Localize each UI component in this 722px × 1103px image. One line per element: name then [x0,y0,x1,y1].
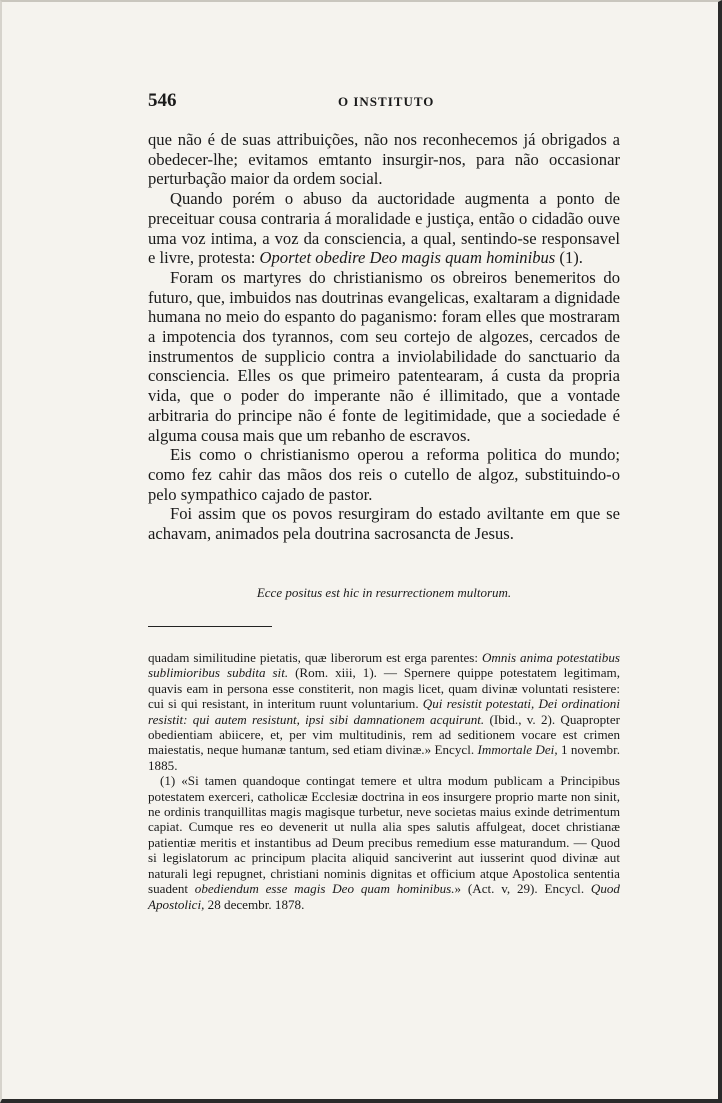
page-header [148,90,578,112]
fn1-text-c: (Rom. xiii, 1). — Spernere quippe potestatem legitimam, quavis eam in persona esse constiterit, non magis licet, quam divinæ voluntati resistere: cui si qui resistant, in interitum ruunt voluntarium. [148,665,621,712]
fn1-text-a: quadam similitudine pietatis, quæ liberorum est erga parentes: [148,650,482,665]
page-number: 546 [148,90,177,111]
fn2-text-a: (1) «Si tamen quandoque contingat temere et ultra modum publicam a Principibus potestatem exerceri, catholicæ Ecclesiæ doctrina in eos insurgere proprio marte non sinit, ne ordinis tranquillitas magis magisque turbetur, neve societas maius exinde detrimentum capiat. Cumque res eo devenerit ut nulla alia spes salutis affulgeat, docet christianæ patientiæ meritis et instantibus ad Deum precibus remedium esse maturandum. — Quod si legislatorum ac principum placita aliquid sanciverint aut iusserint quod divinæ aut naturali legi repugnet, christiani nominis dignitas et officium atque Apostolica sententia suadent [148,773,620,897]
fn1-quote-b: Omnis anima potestatibus sublimioribus subdita sit. [148,650,620,681]
paragraph-2-start: Quando porém o abuso da auctoridade augmenta a ponto de preceituar cousa contraria á moralidade e justiça, então o cidadão ouve uma voz intima, a voz da consciencia, a qual, sentindo-se responsavel e livre, protesta: [148,189,620,268]
running-title: O INSTITUTO [338,94,435,109]
paragraph-3: Foram os martyres do christianismo os obreiros benemeritos do futuro, que, imbuidos nas doutrinas evangelicas, exaltaram a dignidade humana no meio do espanto do paganismo: foram elles que mostraram a impotencia dos tyrannos, com seu cortejo de algozes, cercados de instrumentos de supplicio contra a inviolabilidade do sanctuario da consciencia. Elles os que primeiro patentearam, á custa da propria vida, que o poder do imperante não é illimitado, que a vontade arbitraria do principe não é fonte de legitimidade, que a sociedade é alguma cousa mais que um rebanho de escravos. [148,267,620,445]
fn1-text-g: 1 novembr. 1885. [148,742,620,773]
fn2-title-d: Quod Apostolici, [148,881,620,912]
fn1-quote-d: Qui resistit potestati, Dei ordinationi resistit: qui autem resistunt, ipsi sibi damnationem acquirunt. [148,696,620,727]
footnote-1 [148,773,620,912]
latin-quote: Oportet obedire Deo magis quam hominibus [259,248,556,268]
paragraph-2 [148,189,620,268]
fn2-text-e: 28 decembr. 1878. [204,896,305,912]
footnotes [148,650,620,912]
fn2-text-c: » (Act. v, 29). Encycl. [454,881,591,897]
footnote-ref: (1). [555,248,583,268]
footnote-rule [148,626,272,627]
fn1-text-e: (Ibid., v. 2). Quapropter obedientiam abiicere, et, per vim multitudinis, rem ad seditionem vocare est crimen maiestatis, neque humanæ tantum, sed etiam divinæ.» Encycl. [148,711,620,758]
paragraph-1: que não é de suas attribuições, não nos reconhecemos já obrigados a obedecer-lhe; evitamos emtanto insurgir-nos, para não occasionar perturbação maior da ordem social. [148,130,620,189]
fn1-title-f: Immortale Dei, [477,742,558,758]
body-text [148,130,620,544]
fn2-quote-b: obediendum esse magis Deo quam hominibus. [194,881,455,897]
footnote-continuation [148,650,620,773]
paragraph-4: Eis como o christianismo operou a reforma politica do mundo; como fez cahir das mãos dos reis o cutello de algoz, substituindo-o pelo sympathico cajado de pastor. [148,445,620,504]
epigraph: Ecce positus est hic in resurrectionem multorum. [256,585,512,600]
paragraph-5: Foi assim que os povos resurgiram do estado aviltante em que se achavam, animados pela doutrina sacrosancta de Jesus. [148,504,620,544]
